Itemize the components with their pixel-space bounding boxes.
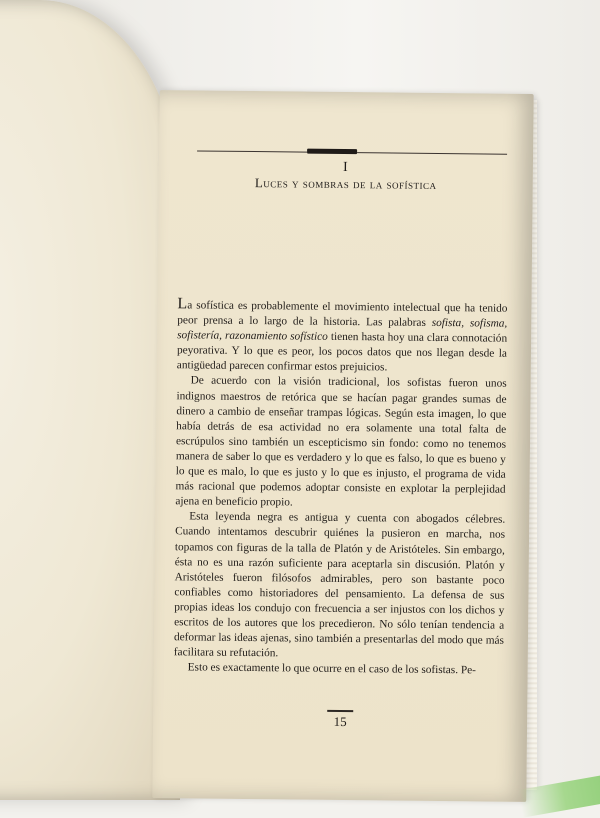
paragraph-2: De acuerdo con la visión tradicional, los sofistas fueron unos indignos maestros de retórica que se hacían pagar grandes sumas de dinero a cambio de enseñar trampas lógicas. Según esta imagen, lo que había detrás de esa actividad no era solamente una total falta de escrúpulos sino también un escepticismo sin fondo: como no tenemos manera de saber lo que es verdadero y lo que es falso, lo que es bueno y lo que es malo, lo que es justo y lo que es injusto, el programa de vida más racional que podemos adoptar consiste en explotar la perplejidad ajena en beneficio propio.	[175, 374, 507, 509]
page-number: 15	[333, 713, 347, 730]
paragraph-4: Esto es exactamente lo que ocurre en el caso de los sofistas. Pe-	[187, 661, 477, 677]
header-rule-right	[357, 152, 507, 155]
right-page	[152, 90, 533, 802]
paragraph-1-italic-terms: sofista, sofisma, sofistería, razonamiento sofístico	[177, 317, 508, 344]
drop-cap: L	[177, 295, 188, 313]
chapter-number: I	[342, 159, 349, 176]
paragraph-1-text-b: tienen hasta hoy una clara connotación peyorativa. Y lo que es peor, los pocos datos que nos llegan desde la antigüedad parecen confirmar estos prejuicios.	[176, 331, 508, 374]
chapter-title: Luces y sombras de la sofística	[254, 175, 437, 192]
page-footer	[153, 708, 527, 732]
paragraph-3: Esta leyenda negra es antigua y cuenta con abogados célebres. Cuando intentamos descubrir quiénes la pusieron en marcha, nos topamos con figuras de la talla de Platón y de Aristóteles. Sin embargo, ésta no es una razón suficiente para aceptarla sin discusión. Platón y Aristóteles fueron filósofos admirables, pero son bastante poco confiables como historiadores del pensamiento. La defensa de sus propias ideas los condujo con frecuencia a ser injustos con los dichos y escritos de los autores que los precedieron. No sólo tenían tendencia a deformar las ideas ajenas, sino también a presentarlas del modo que más facilitara su refutación.	[173, 510, 506, 660]
body-text	[174, 296, 508, 679]
paragraph-1-text-a: a sofística es probablemente el movimiento intelectual que ha tenido peor prensa a lo largo de la historia. Las palabras	[177, 299, 508, 330]
page-number-rule	[327, 710, 353, 712]
paragraph-1	[177, 296, 508, 377]
header-rule-left	[197, 150, 307, 152]
header-rule-bar	[307, 149, 357, 155]
